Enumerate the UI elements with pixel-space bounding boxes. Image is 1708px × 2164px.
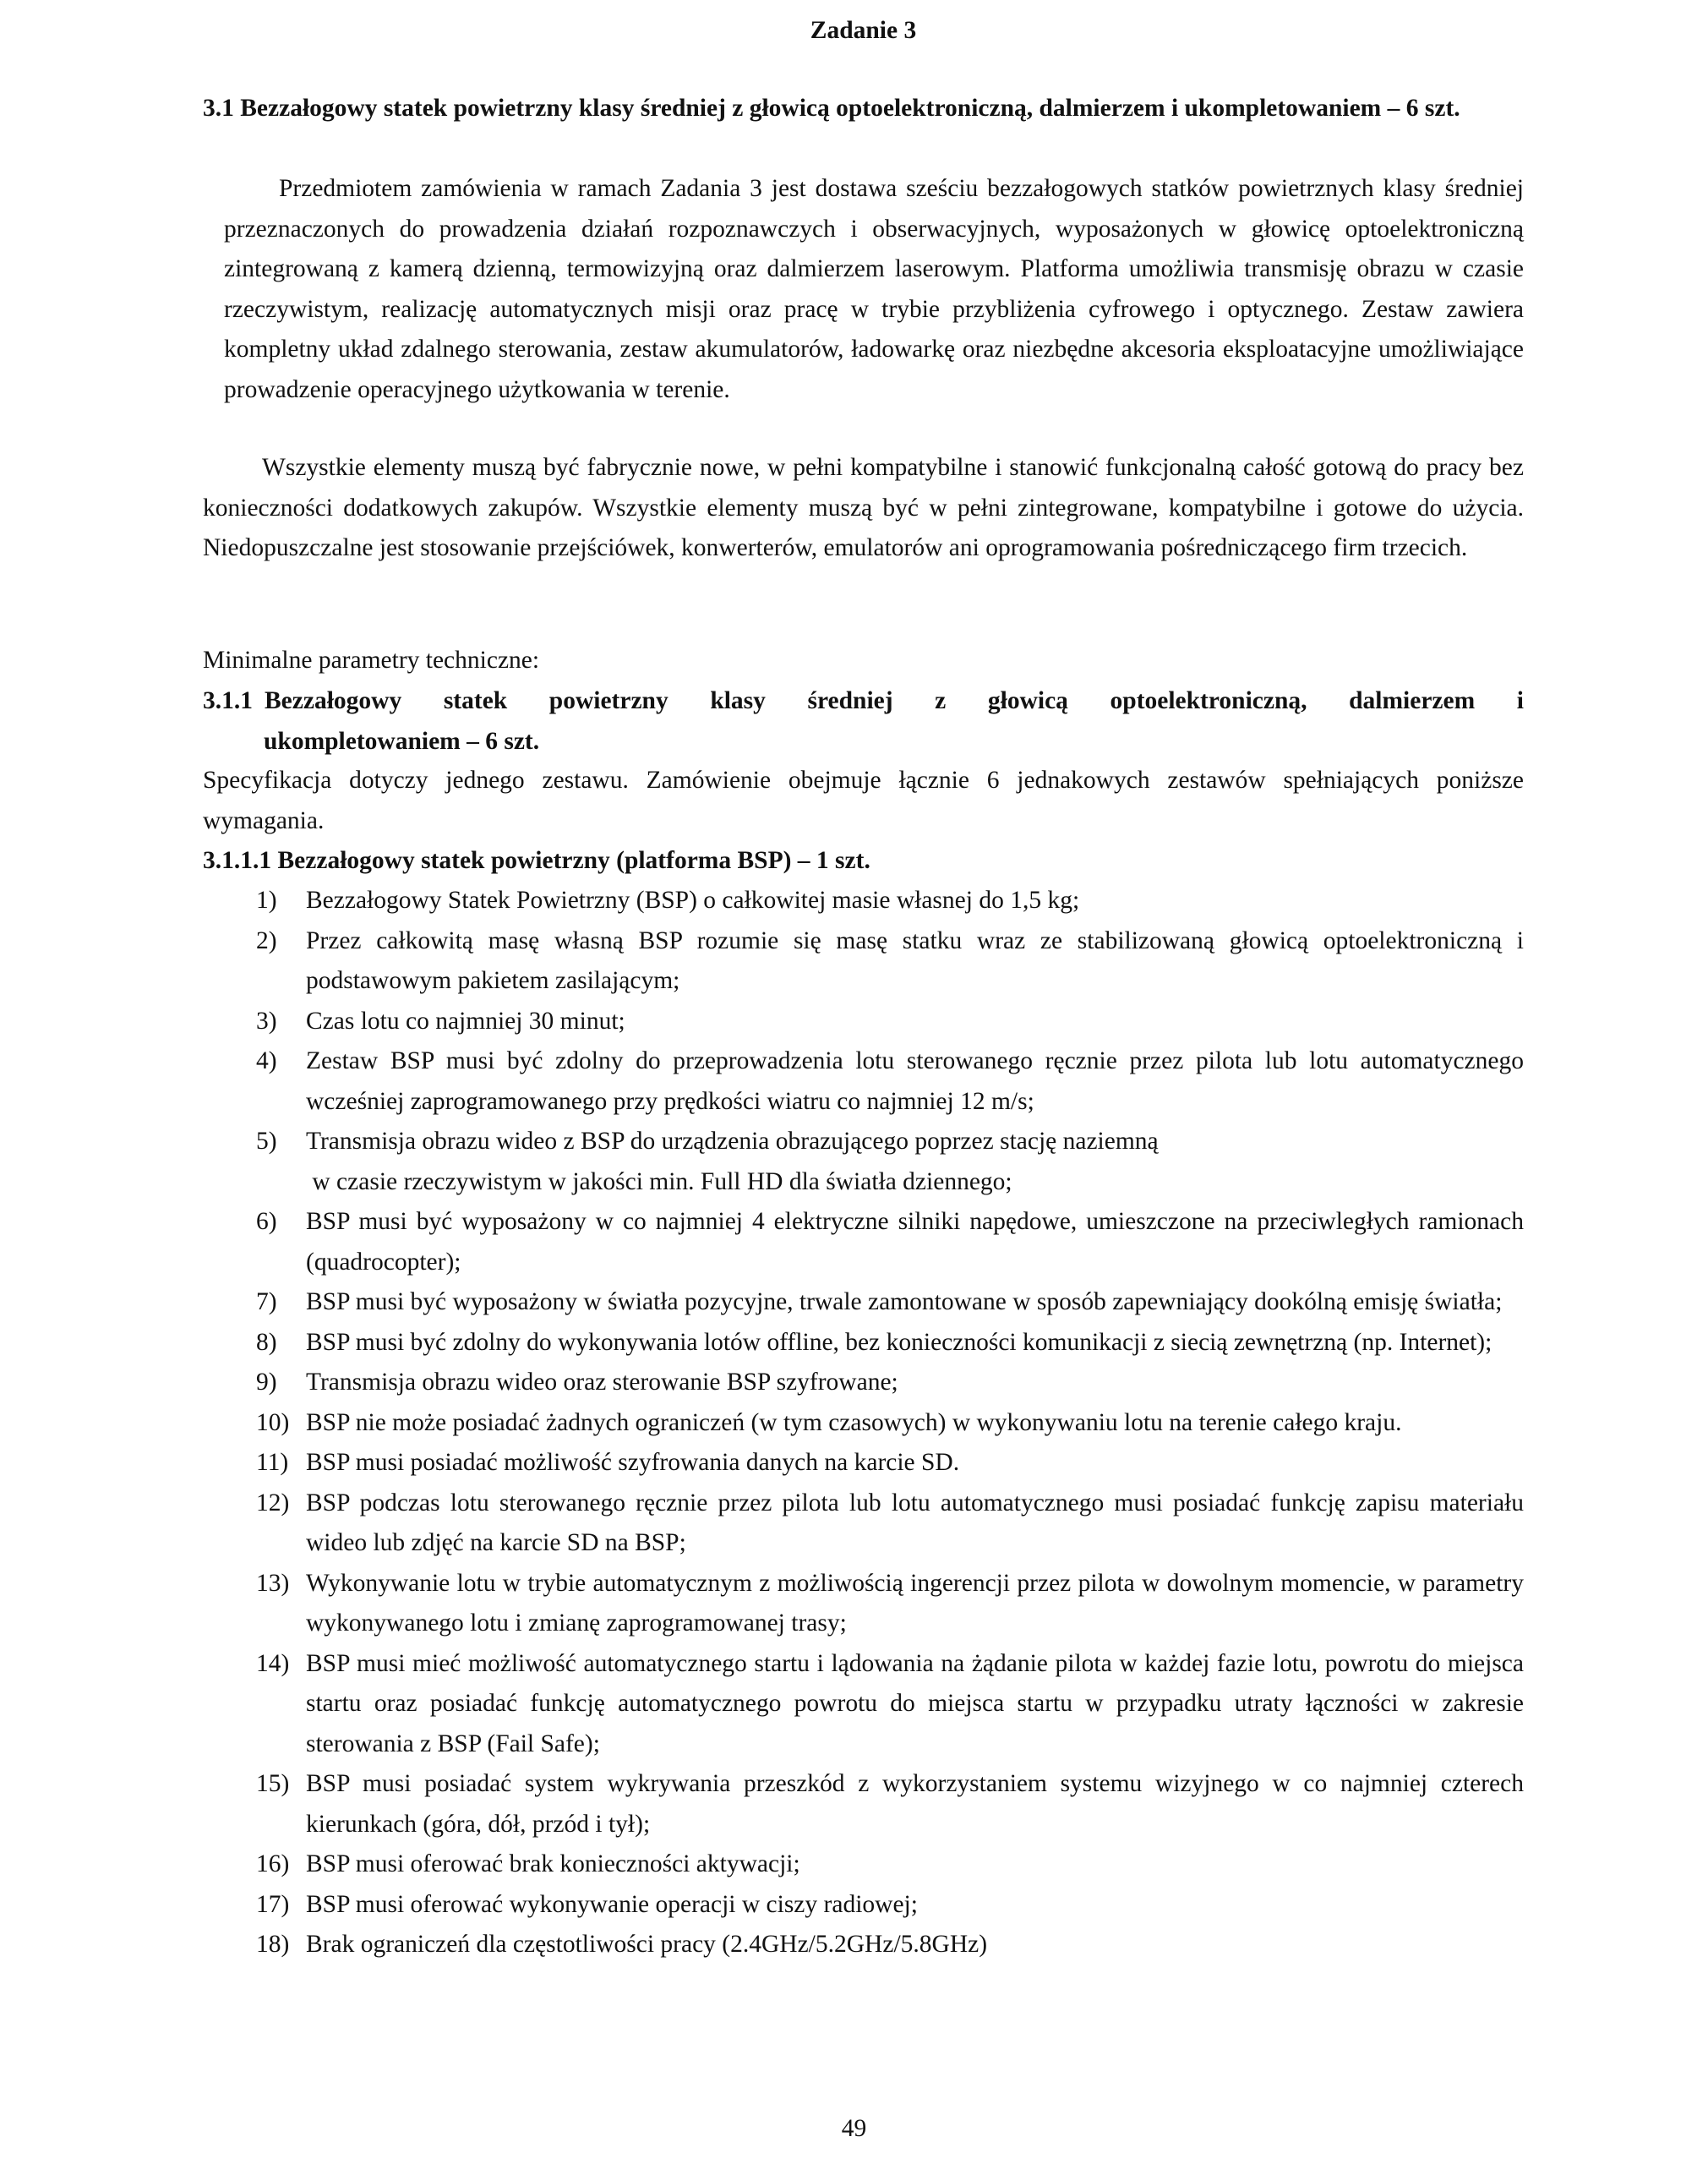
list-item-number: 6) bbox=[256, 1208, 277, 1235]
list-item-number: 10) bbox=[256, 1408, 290, 1436]
list-item bbox=[256, 1484, 1524, 1564]
list-item bbox=[256, 1122, 1524, 1202]
list-item-number: 17) bbox=[256, 1890, 290, 1918]
list-item-text: Czas lotu co najmniej 30 minut; bbox=[306, 1007, 625, 1035]
list-item bbox=[256, 1403, 1524, 1444]
list-item bbox=[256, 1644, 1524, 1765]
list-item bbox=[256, 1323, 1524, 1363]
list-item bbox=[256, 1002, 1524, 1042]
list-item bbox=[256, 1925, 1524, 1965]
list-item-number: 5) bbox=[256, 1128, 277, 1155]
list-item-number: 16) bbox=[256, 1850, 290, 1877]
list-item-text: Wykonywanie lotu w trybie automatycznym z możliwością ingerencji przez pilota w dowolnym momencie, w parametry wykonywanego lotu i zmianę zaprogramowanej trasy; bbox=[306, 1569, 1524, 1637]
list-item-text: BSP musi oferować wykonywanie operacji w ciszy radiowej; bbox=[306, 1890, 918, 1918]
list-item-text: BSP musi posiadać system wykrywania przeszkód z wykorzystaniem systemu wizyjnego w co najmniej czterech kierunkach (góra, dół, przód i tył); bbox=[306, 1770, 1524, 1838]
list-item-text: BSP nie może posiadać żadnych ograniczeń (w tym czasowych) w wykonywaniu lotu na terenie całego kraju. bbox=[306, 1408, 1402, 1436]
list-item bbox=[256, 881, 1524, 921]
list-item bbox=[256, 1885, 1524, 1926]
list-item bbox=[256, 1564, 1524, 1644]
list-item-text: BSP musi mieć możliwość automatycznego startu i lądowania na żądanie pilota w każdej fazie lotu, powrotu do miejsca startu oraz posiadać funkcję automatycznego powrotu do miejsca startu w przypadku utraty łączności w zakresie sterowania z BSP (Fail Safe); bbox=[306, 1649, 1524, 1757]
document-title: Zadanie 3 bbox=[810, 17, 917, 44]
list-item-text-line1: Transmisja obrazu wideo z BSP do urządzenia obrazującego poprzez stację naziemną bbox=[306, 1128, 1159, 1155]
list-item-text: BSP musi być wyposażony w światła pozycyjne, trwale zamontowane w sposób zapewniający dookólną emisję światła; bbox=[306, 1288, 1503, 1315]
list-item-number: 7) bbox=[256, 1288, 277, 1315]
list-item-text: BSP podczas lotu sterowanego ręcznie przez pilota lub lotu automatycznego musi posiadać funkcję zapisu materiału wideo lub zdjęć na karcie SD na BSP; bbox=[306, 1489, 1524, 1556]
list-item bbox=[256, 921, 1524, 1002]
list-item-number: 8) bbox=[256, 1328, 277, 1356]
subsection-title-line2: ukompletowaniem – 6 szt. bbox=[264, 727, 540, 755]
section-heading: 3.1 Bezzałogowy statek powietrzny klasy średniej z głowicą optoelektroniczną, dalmierzem i ukompletowaniem – 6 szt. bbox=[203, 95, 1460, 122]
list-item-number: 18) bbox=[256, 1931, 290, 1958]
intro-paragraph: Przedmiotem zamówienia w ramach Zadania 3 jest dostawa sześciu bezzałogowych statków powietrznych klasy średniej przeznaczonych do prowadzenia działań rozpoznawczych i obserwacyjnych, wyposażonych w głowicę optoelektroniczną zintegrowaną z kamerą dzienną, termowizyjną oraz dalmierzem laserowym. Platforma umożliwia transmisję obrazu w czasie rzeczywistym, realizację automatycznych misji oraz pracę w trybie przybliżenia cyfrowego i optycznego. Zestaw zawiera kompletny układ zdalnego sterowania, zestaw akumulatorów, ładowarkę oraz niezbędne akcesoria eksploatacyjne umożliwiające prowadzenie operacyjnego użytkowania w terenie. bbox=[224, 175, 1524, 403]
list-item-text: Bezzałogowy Statek Powietrzny (BSP) o całkowitej masie własnej do 1,5 kg; bbox=[306, 887, 1080, 914]
list-item-number: 9) bbox=[256, 1369, 277, 1396]
min-params-label: Minimalne parametry techniczne: bbox=[203, 647, 540, 674]
list-item bbox=[256, 1202, 1524, 1282]
list-item-number: 11) bbox=[256, 1449, 289, 1476]
subsection-heading bbox=[203, 681, 1524, 762]
list-item-number: 12) bbox=[256, 1489, 290, 1516]
list-item bbox=[256, 1282, 1524, 1323]
list-item bbox=[256, 1041, 1524, 1122]
list-item-number: 1) bbox=[256, 887, 277, 914]
list-item-text: BSP musi być wyposażony w co najmniej 4 elektryczne silniki napędowe, umieszczone na przeciwległych ramionach (quadrocopter); bbox=[306, 1208, 1524, 1276]
list-item bbox=[256, 1363, 1524, 1403]
list-item-text: Transmisja obrazu wideo oraz sterowanie BSP szyfrowane; bbox=[306, 1369, 898, 1396]
list-item-number: 14) bbox=[256, 1649, 290, 1677]
list-item-text: Zestaw BSP musi być zdolny do przeprowadzenia lotu sterowanego ręcznie przez pilota lub lotu automatycznego wcześniej zaprogramowanego przy prędkości wiatru co najmniej 12 m/s; bbox=[306, 1047, 1524, 1115]
list-item-text: BSP musi być zdolny do wykonywania lotów offline, bez konieczności komunikacji z siecią zewnętrzną (np. Internet); bbox=[306, 1328, 1492, 1356]
list-item bbox=[256, 1764, 1524, 1844]
subsection-number: 3.1.1 bbox=[203, 687, 253, 714]
list-item bbox=[256, 1443, 1524, 1484]
list-item-text bbox=[306, 1122, 1524, 1202]
requirements-list bbox=[256, 881, 1524, 1965]
spec-note: Specyfikacja dotyczy jednego zestawu. Zamówienie obejmuje łącznie 6 jednakowych zestawów spełniających poniższe wymagania. bbox=[203, 767, 1524, 834]
list-item-text: BSP musi oferować brak konieczności aktywacji; bbox=[306, 1850, 800, 1877]
compatibility-paragraph: Wszystkie elementy muszą być fabrycznie nowe, w pełni kompatybilne i stanowić funkcjonalną całość gotową do pracy bez konieczności dodatkowych zakupów. Wszystkie elementy muszą być w pełni zintegrowane, kompatybilne i gotowe do użycia. Niedopuszczalne jest stosowanie przejściówek, konwerterów, emulatorów ani oprogramowania pośredniczącego firm trzecich. bbox=[203, 454, 1524, 561]
list-item-text: BSP musi posiadać możliwość szyfrowania danych na karcie SD. bbox=[306, 1449, 960, 1476]
subsubsection-heading: 3.1.1.1 Bezzałogowy statek powietrzny (platforma BSP) – 1 szt. bbox=[203, 847, 870, 874]
list-item-number: 4) bbox=[256, 1047, 277, 1074]
list-item-text-line2: w czasie rzeczywistym w jakości min. Full HD dla światła dziennego; bbox=[306, 1167, 1012, 1195]
subsection-title-line1: Bezzałogowy statek powietrzny klasy średniej z głowicą optoelektroniczną, dalmierzem i bbox=[265, 687, 1524, 714]
list-item-text: Brak ograniczeń dla częstotliwości pracy (2.4GHz/5.2GHz/5.8GHz) bbox=[306, 1931, 988, 1958]
list-item-number: 15) bbox=[256, 1770, 290, 1797]
list-item-number: 3) bbox=[256, 1007, 277, 1035]
list-item-number: 2) bbox=[256, 926, 277, 954]
page-number: 49 bbox=[841, 2115, 867, 2142]
list-item bbox=[256, 1844, 1524, 1885]
list-item-number: 13) bbox=[256, 1569, 290, 1597]
list-item-text: Przez całkowitą masę własną BSP rozumie się masę statku wraz ze stabilizowaną głowicą optoelektroniczną i podstawowym pakietem zasilającym; bbox=[306, 926, 1524, 994]
